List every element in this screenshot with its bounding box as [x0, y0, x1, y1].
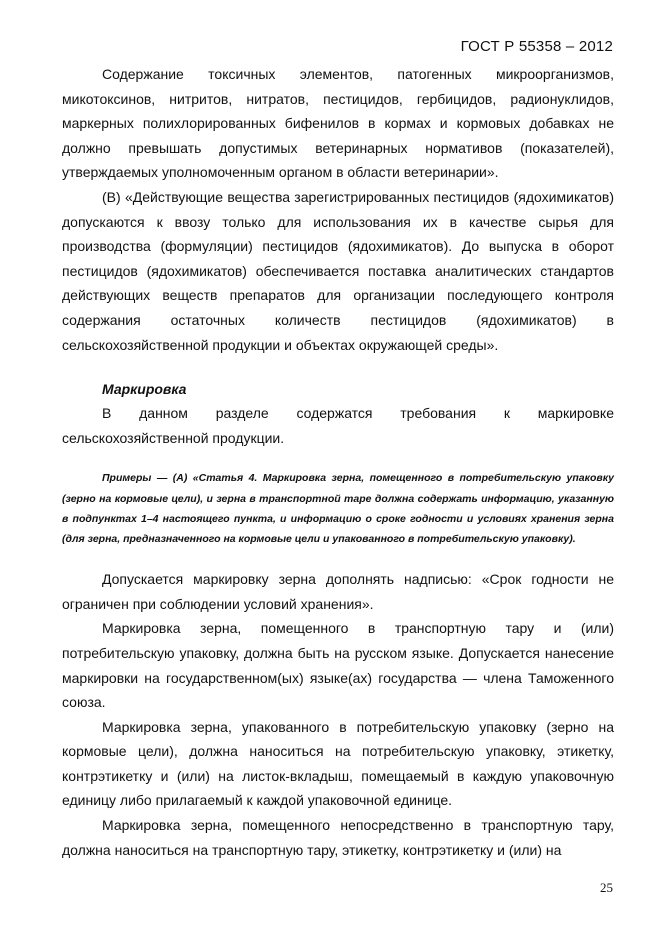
- paragraph-transport-container: Маркировка зерна, помещенного непосредственно в транспортную тару, должна наноситься на транспортную тару, этикетку, контрэтикетку и (или) на: [62, 817, 614, 858]
- page-number: 25: [600, 880, 613, 895]
- paragraph-consumer-packaging: Маркировка зерна, упакованного в потребительскую упаковку (зерно на кормовые цели), должна наноситься на потребительскую упаковку, этикетку, контрэтикетку и (или) на листок-вкладыш, помещаемый в каждую упаковочную единицу либо прилагаемый к каждой упаковочной единице.: [62, 718, 614, 809]
- example-note: Примеры — (А) «Статья 4. Маркировка зерна, помещенного в потребительскую упаковку (зерно на кормовые цели), и зерна в транспортной таре должна содержать информацию, указанную в подпунктах 1–4 настоящего пункта, и информацию о сроке годности и условиях хранения зерна (для зерна, предназначенного на кормовые цели и упакованного в потребительскую упаковку).: [62, 472, 614, 545]
- document-header-standard: ГОСТ Р 55358 – 2012: [460, 38, 613, 55]
- paragraph-shelf-life: Допускается маркировку зерна дополнять надписью: «Срок годности не ограничен при соблюдении условий хранения».: [62, 571, 614, 612]
- paragraph-pesticides: (В) «Действующие вещества зарегистрированных пестицидов (ядохимикатов) допускаются к ввозу только для использования их в качестве сырья для производства (формуляции) пестицидов (ядохимикатов). До выпуска в оборот пестицидов (ядохимикатов) обеспечивается поставка аналитических стандартов действующих веществ препаратов для организации последующего контроля содержания остаточных количеств пестицидов (ядохимикатов) в сельскохозяйственной продукции и объектах окружающей среды».: [62, 188, 614, 353]
- section-heading-marking: Маркировка: [102, 381, 187, 398]
- document-body: [62, 62, 614, 862]
- paragraph-marking-intro: В данном разделе содержатся требования к маркировке сельскохозяйственной продукции.: [62, 405, 614, 446]
- paragraph-toxic-elements: Содержание токсичных элементов, патогенных микроорганизмов, микотоксинов, нитритов, нитратов, пестицидов, гербицидов, радионуклидов, маркерных полихлорированных бифенилов в кормах и кормовых добавках не должно превышать допустимых ветеринарных нормативов (показателей), утверждаемых уполномоченным органом в области ветеринарии».: [62, 66, 614, 181]
- paragraph-language: Маркировка зерна, помещенного в транспортную тару и (или) потребительскую упаковку, должна быть на русском языке. Допускается нанесение маркировки на государственном(ых) языке(ах) государства — члена Таможенного союза.: [62, 620, 614, 711]
